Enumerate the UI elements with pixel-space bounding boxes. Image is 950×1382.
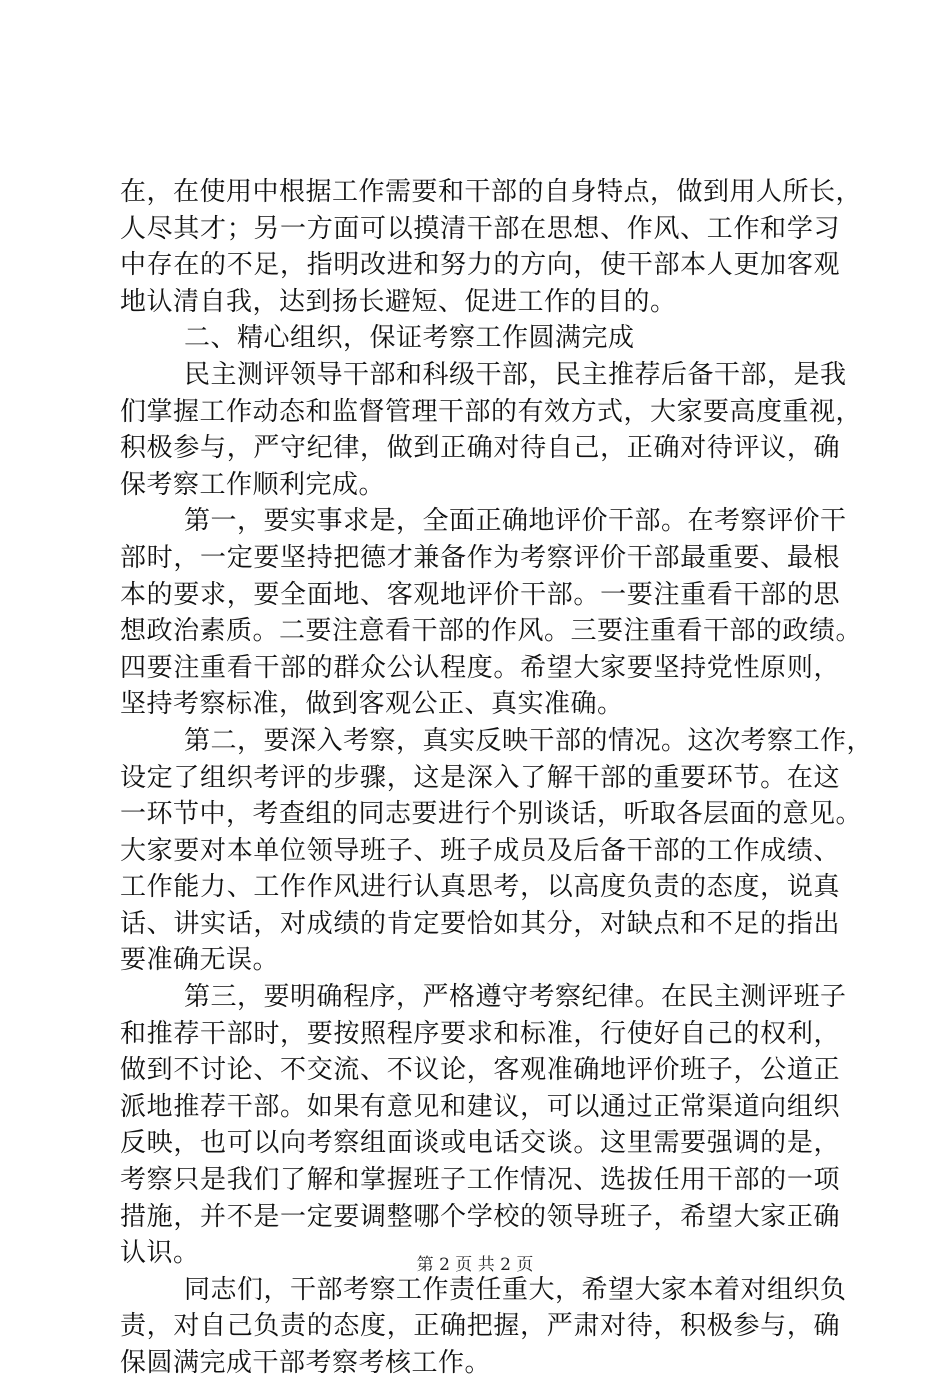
text-line: 人尽其才；另一方面可以摸清干部在思想、作风、工作和学习 xyxy=(120,213,840,244)
document-body xyxy=(120,174,874,1382)
text-line: 认识。 xyxy=(120,1238,200,1269)
text-line: 做到不讨论、不交流、不议论，客观准确地评价班子，公道正 xyxy=(120,1055,840,1086)
text-line: 在，在使用中根据工作需要和干部的自身特点，做到用人所长， xyxy=(120,177,863,207)
text-line: 责，对自己负责的态度，正确把握，严肃对待，积极参与，确 xyxy=(120,1311,840,1342)
text-line: 地认清自我，达到扬长避短、促进工作的目的。 xyxy=(120,286,677,317)
text-line: 一环节中，考查组的同志要进行个别谈话，听取各层面的意见。 xyxy=(120,799,863,830)
text-line: 派地推荐干部。如果有意见和建议，可以通过正常渠道向组织 xyxy=(120,1091,840,1122)
text-line: 积极参与，严守纪律，做到正确对待自己，正确对待评议，确 xyxy=(120,433,840,464)
text-line: 措施，并不是一定要调整哪个学校的领导班子，希望大家正确 xyxy=(120,1201,840,1232)
text-line: 第二，要深入考察，真实反映干部的情况。这次考察工作， xyxy=(184,725,874,756)
text-line: 们掌握工作动态和监督管理干部的有效方式，大家要高度重视， xyxy=(120,396,863,427)
text-line: 同志们，干部考察工作责任重大，希望大家本着对组织负 xyxy=(184,1274,847,1305)
text-line: 和推荐干部时，要按照程序要求和标准，行使好自己的权利， xyxy=(120,1018,840,1049)
text-line: 话、讲实话，对成绩的肯定要恰如其分，对缺点和不足的指出 xyxy=(120,908,840,939)
page-number: 第 2 页 共 2 页 xyxy=(416,1255,534,1275)
text-line: 反映，也可以向考察组面谈或电话交谈。这里需要强调的是， xyxy=(120,1128,840,1159)
text-line: 大家要对本单位领导班子、班子成员及后备干部的工作成绩、 xyxy=(120,835,840,866)
text-line: 工作能力、工作作风进行认真思考，以高度负责的态度，说真 xyxy=(120,872,840,903)
text-line: 设定了组织考评的步骤，这是深入了解干部的重要环节。在这 xyxy=(120,762,840,793)
text-line: 保圆满完成干部考察考核工作。 xyxy=(120,1348,492,1378)
text-line: 坚持考察标准，做到客观公正、真实准确。 xyxy=(120,689,624,720)
section-heading: 二、精心组织，保证考察工作圆满完成 xyxy=(184,323,635,354)
text-line: 四要注重看干部的群众公认程度。希望大家要坚持党性原则， xyxy=(120,652,840,683)
text-line: 考察只是我们了解和掌握班子工作情况、选拔任用干部的一项 xyxy=(120,1165,840,1196)
text-line: 要准确无误。 xyxy=(120,945,280,976)
text-line: 部时，一定要坚持把德才兼备作为考察评价干部最重要、最根 xyxy=(120,542,840,573)
text-line: 中存在的不足，指明改进和努力的方向，使干部本人更加客观 xyxy=(120,250,840,281)
text-line: 保考察工作顺利完成。 xyxy=(120,469,386,500)
text-line: 第三，要明确程序，严格遵守考察纪律。在民主测评班子 xyxy=(184,982,847,1013)
text-line: 第一，要实事求是，全面正确地评价干部。在考察评价干 xyxy=(184,506,847,537)
text-line: 本的要求，要全面地、客观地评价干部。一要注重看干部的思 xyxy=(120,579,840,610)
text-line: 想政治素质。二要注意看干部的作风。三要注重看干部的政绩。 xyxy=(120,616,863,647)
text-line: 民主测评领导干部和科级干部，民主推荐后备干部，是我 xyxy=(184,359,847,390)
